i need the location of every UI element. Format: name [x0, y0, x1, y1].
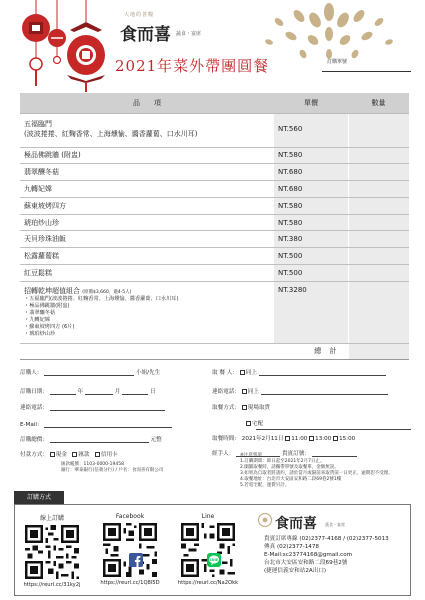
table-row [20, 231, 409, 248]
item-price: NT.380 [274, 231, 348, 248]
amount-unit: 元整 [150, 437, 162, 443]
delivery-checkbox[interactable] [246, 421, 251, 426]
brand-logo-mark-icon [257, 512, 273, 528]
time-1100-label: 11:00 [291, 436, 308, 442]
page-title: 2021年菜外帶團圓餐 [115, 57, 270, 75]
line-url[interactable]: https://reurl.cc/Na2Okk [177, 580, 239, 586]
bank-name: 銀行：華泰銀行(信義分行) / 戶名：食而喜有限公司 [61, 468, 164, 474]
menu-table [20, 93, 409, 360]
phone-row [20, 403, 165, 411]
day-field[interactable] [122, 389, 148, 395]
amount-row [20, 435, 162, 443]
combo-price: NT.3280 [274, 281, 348, 343]
store-pickup-label: 現場取貨 [247, 405, 271, 411]
total-label: 總 計 [20, 343, 348, 359]
table-header [20, 93, 409, 113]
quantity-field[interactable] [348, 231, 409, 248]
combo-item: ・翡翠釀冬菇 [24, 310, 56, 317]
phone-label: 連絡電話： [20, 405, 48, 411]
footer-brand-subtitle: 蔬食・宴席 [325, 522, 345, 527]
time-1100-checkbox[interactable] [285, 436, 290, 441]
table-row [20, 181, 409, 198]
facebook-icon [129, 553, 143, 567]
order-methods-panel [14, 504, 411, 596]
bank-info [61, 462, 163, 474]
quantity-field[interactable] [348, 248, 409, 265]
year-field[interactable] [50, 389, 76, 395]
column-header-qty: 數量 [348, 93, 409, 113]
gold-dot-decoration [255, 2, 405, 64]
quantity-field[interactable] [348, 265, 409, 282]
facebook-block [97, 513, 163, 586]
brand-subtitle: 蔬食・宴席 [176, 31, 202, 37]
reservation-number-label: 貴賓訂號： [281, 451, 310, 457]
pickup-phone-field[interactable] [261, 389, 388, 395]
delivery-address-field[interactable] [256, 429, 411, 430]
note-item: 4.取餐地址：台北市大安區安和路二段69巷2號1樓 [240, 477, 342, 483]
pickup-person-field[interactable] [259, 370, 386, 376]
notes-title: ※注意事項 [240, 453, 262, 458]
transfer-checkbox[interactable] [72, 452, 77, 457]
line-icon [207, 553, 221, 567]
quantity-field[interactable] [348, 181, 409, 198]
item-price: NT.580 [274, 147, 348, 164]
fax-number: 傳真 (02)2377-1478 [264, 544, 319, 551]
item-price: NT.500 [274, 265, 348, 282]
order-number-field[interactable] [322, 71, 411, 72]
payment-label: 付款方式： [20, 452, 48, 458]
item-name: 天貝珍珠油飯 [20, 231, 274, 248]
item-name: 五福臨門 (波波捲捲、紅麴香常、上海燻愉、醬香蘿蔔、口水川耳) [20, 113, 274, 147]
email-label: E-Mail： [20, 422, 43, 428]
pickup-person-label: 取 餐 人： [212, 370, 238, 376]
title-suffix: 小姐/先生 [135, 370, 161, 376]
combo-item: ・九轉妃嫦 [24, 317, 50, 324]
item-price: NT.580 [274, 214, 348, 231]
transfer-label: 匯款 [78, 452, 90, 458]
year-label: 年 [77, 389, 84, 395]
item-price: NT.680 [274, 181, 348, 198]
quantity-field[interactable] [348, 281, 409, 343]
cash-label: 現金 [55, 452, 67, 458]
combo-item: ・琥珀炒山珍 [24, 331, 56, 338]
online-order-url[interactable]: https://reurl.cc/31ky2j [23, 582, 81, 588]
contact-email[interactable]: E-Mail:sc23774168@gmail.com [264, 552, 353, 559]
pickup-method-row [212, 403, 270, 411]
time-1500-checkbox[interactable] [333, 436, 338, 441]
item-name: 九轉妃嫦 [20, 181, 274, 198]
quantity-field[interactable] [348, 147, 409, 164]
delivery-label: 宅配 [252, 421, 264, 427]
address: 台北市大安區安和路二段69巷2號 [264, 560, 348, 567]
order-number-label: 訂購單號 [327, 59, 348, 65]
combo-name [20, 281, 274, 343]
credit-card-checkbox[interactable] [95, 452, 100, 457]
table-row [20, 164, 409, 181]
month-label: 月 [114, 389, 121, 395]
pickup-person-row [212, 368, 386, 376]
column-header-item: 品 項 [20, 93, 274, 113]
pickup-time-label: 取餐時間： [212, 436, 240, 442]
reservation-phone[interactable]: 貴賓訂席專線 (02)2377-4168 / (02)2377-5013 [264, 536, 389, 542]
quantity-field[interactable] [348, 214, 409, 231]
email-field[interactable] [44, 422, 172, 428]
pickup-method-label: 取餐方式： [212, 405, 240, 411]
order-date-label: 訂購日期： [20, 389, 48, 395]
pickup-time-row [212, 434, 355, 442]
pickup-phone-label: 連絡電話： [212, 389, 240, 395]
store-pickup-checkbox[interactable] [242, 405, 247, 410]
amount-field[interactable] [50, 437, 149, 443]
lantern-decoration [20, 0, 130, 92]
table-row [20, 265, 409, 282]
note-item: 3.如果為自取者將請約，請於當月或隔前來取貨前一日更正，逾期恕不受理。 [240, 471, 393, 477]
same-as-above-checkbox[interactable] [240, 370, 245, 375]
combo-title: 招轉乾坤超值組合 [24, 287, 80, 296]
item-name: 琥珀炒山珍 [20, 214, 274, 231]
column-header-price: 單價 [274, 93, 348, 113]
total-row [20, 343, 409, 359]
total-field[interactable] [348, 343, 409, 359]
order-methods-tab: 訂購方式 [14, 491, 64, 504]
item-name: 蘇東坡烤四方 [20, 197, 274, 214]
cash-checkbox[interactable] [50, 452, 55, 457]
time-1500-label: 15:00 [339, 436, 356, 442]
facebook-qr-code[interactable] [103, 523, 157, 577]
delivery-row [246, 419, 263, 427]
day-label: 日 [149, 389, 156, 395]
contact-info [264, 535, 389, 576]
pickup-date: 2021年2月11日 [241, 436, 284, 442]
quantity-field[interactable] [348, 113, 409, 147]
phone-field[interactable] [50, 405, 165, 411]
table-row [20, 113, 409, 147]
orderer-row [20, 368, 160, 376]
item-price: NT.500 [274, 248, 348, 265]
orderer-label: 訂購人： [20, 370, 43, 376]
combo-item: ・蘇東坡烤四方 (6片) [24, 324, 75, 331]
combo-item: ・五福臨門(波波捲捲、紅麴香常、上海燻愉、醬香蘿蔔、口水川耳) [24, 296, 179, 303]
pickup-phone-row [212, 387, 388, 395]
online-order-label: 線上訂購 [39, 515, 64, 522]
note-item: 5.若電宅配，運費另計。 [240, 483, 290, 489]
quantity-field[interactable] [348, 164, 409, 181]
month-field[interactable] [85, 389, 113, 395]
orderer-field[interactable] [44, 370, 134, 376]
table-row [20, 147, 409, 164]
tagline: 大地的善糧 [124, 12, 155, 18]
item-price: NT.680 [274, 164, 348, 181]
bank-account: 匯款帳號：1103-0000-19458 [61, 462, 124, 467]
time-1300-label: 13:00 [315, 436, 332, 442]
table-row [20, 214, 409, 231]
combo-note: (原價$3,660，適4-5人) [82, 290, 132, 296]
online-qr-code[interactable] [25, 525, 79, 579]
time-1300-checkbox[interactable] [309, 436, 314, 441]
mrt-directions: (捷運信義安和站2A出口) [264, 568, 327, 575]
order-date-row [20, 387, 156, 395]
same-label: 同上 [245, 370, 257, 376]
online-order-block [19, 513, 85, 588]
item-name: 松露蘿蔔糕 [20, 248, 274, 265]
note-item: 2.團圓取餐時，請攜帶單號及取餐單，金額無誤。 [240, 465, 339, 471]
combo-item: ・極品佛跳牆(附盅) [24, 303, 70, 310]
facebook-url[interactable]: https://reurl.cc/1Q8l5D [100, 580, 160, 586]
credit-card-label: 信用卡 [100, 452, 118, 458]
quantity-field[interactable] [348, 197, 409, 214]
table-row [20, 197, 409, 214]
email-row [20, 420, 172, 428]
brand-logo: 食而喜 [120, 25, 171, 45]
svg-text:LINE: LINE [209, 558, 219, 562]
same-label: 同上 [247, 389, 259, 395]
line-label: Line [201, 513, 215, 520]
line-block [175, 513, 241, 586]
note-item: 1.訂購期間：即日起至2021年2月7日止。 [240, 459, 325, 465]
facebook-label: Facebook [115, 513, 145, 520]
item-price: NT.560 [274, 113, 348, 147]
item-price: NT.580 [274, 197, 348, 214]
amount-label: 訂購總價： [20, 437, 48, 443]
item-name: 極品佛跳牆 (附盅) [20, 147, 274, 164]
combo-row [20, 281, 409, 343]
table-row [20, 248, 409, 265]
payment-row [20, 450, 118, 458]
notes [240, 453, 415, 489]
handler-label: 經手人： [212, 451, 235, 457]
item-name: 紅豆鬆糕 [20, 265, 274, 282]
footer-brand: 食而喜 [275, 516, 317, 532]
same-phone-checkbox[interactable] [242, 389, 247, 394]
item-name: 翡翠釀冬菇 [20, 164, 274, 181]
line-qr-code[interactable] [181, 523, 235, 577]
